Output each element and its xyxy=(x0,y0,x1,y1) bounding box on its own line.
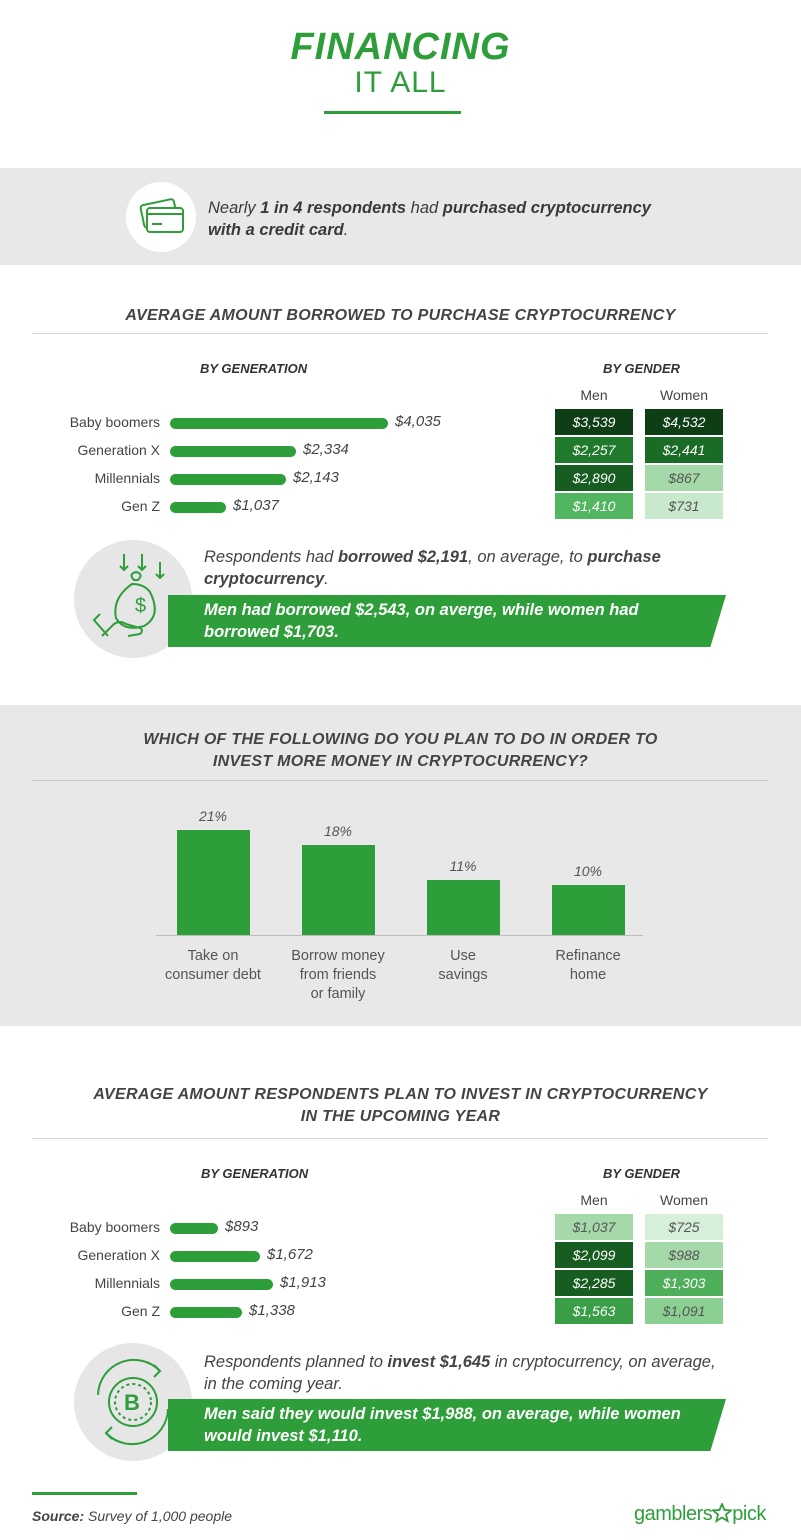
credit-card-statement: Nearly 1 in 4 respondents had purchased cryptocurrency with a credit card. xyxy=(208,199,651,239)
category-label xyxy=(523,947,653,985)
table-cell-women: $1,303 xyxy=(645,1270,723,1296)
bar xyxy=(170,418,388,429)
bar-value-label: $4,035 xyxy=(395,413,441,430)
svg-text:B: B xyxy=(124,1390,140,1415)
category-label-line: Refinance xyxy=(555,948,621,964)
category-label-line: consumer debt xyxy=(165,967,261,983)
bar xyxy=(170,1251,260,1262)
section-title-plans: WHICH OF THE FOLLOWING DO YOU PLAN TO DO IN ORDER TO INVEST MORE MONEY IN CRYPTOCURRENCY? xyxy=(143,731,658,770)
page-title: FINANCING xyxy=(290,26,511,68)
divider xyxy=(32,333,768,334)
bar-value-label: $1,338 xyxy=(249,1302,295,1319)
category-label: Gen Z xyxy=(121,498,160,514)
by-generation-label: BY GENERATION xyxy=(201,1166,309,1181)
category-label: Baby boomers xyxy=(69,1219,160,1235)
page-subtitle: IT ALL xyxy=(354,66,447,99)
table-cell-men: $1,563 xyxy=(555,1298,633,1324)
bar-value-label: 21% xyxy=(198,808,228,824)
category-label-line: Use xyxy=(450,948,476,964)
by-generation-label: BY GENERATION xyxy=(200,361,308,376)
divider xyxy=(32,1138,768,1139)
category-label-line: Take on xyxy=(187,948,239,964)
bar-value-label: $1,672 xyxy=(267,1246,313,1263)
table-cell-men: $2,890 xyxy=(555,465,633,491)
category-label-line: savings xyxy=(438,967,488,983)
category-label: Generation X xyxy=(77,442,160,458)
category-label-line: home xyxy=(569,967,607,983)
category-label xyxy=(398,947,528,985)
bar xyxy=(302,845,375,935)
table-cell-women: $988 xyxy=(645,1242,723,1268)
svg-text:$: $ xyxy=(135,595,147,617)
bar xyxy=(170,502,226,513)
category-label: Millennials xyxy=(94,470,160,486)
table-cell-men: $2,257 xyxy=(555,437,633,463)
credit-card-icon xyxy=(126,182,196,252)
category-label: Millennials xyxy=(94,1275,160,1291)
x-axis xyxy=(156,935,643,936)
bar-value-label: $1,037 xyxy=(233,497,279,514)
by-gender-label: BY GENDER xyxy=(603,361,681,376)
invest-summary: Respondents planned to invest $1,645 in cryptocurrency, on average, in the coming year. xyxy=(204,1353,716,1393)
table-cell-women: $731 xyxy=(645,493,723,519)
category-label xyxy=(273,947,403,1004)
brand-logo: gamblers pick xyxy=(634,1503,766,1525)
category-label: Generation X xyxy=(77,1247,160,1263)
title-underline xyxy=(324,111,461,114)
divider xyxy=(32,780,768,781)
invest-gender-banner-text: Men said they would invest $1,988, on average, while women would invest $1,110. xyxy=(204,1405,681,1445)
column-header-men: Men xyxy=(580,1192,608,1208)
bar-value-label: $2,143 xyxy=(293,469,339,486)
table-cell-men: $2,099 xyxy=(555,1242,633,1268)
bar xyxy=(170,1223,218,1234)
table-cell-women: $4,532 xyxy=(645,409,723,435)
table-cell-men: $1,037 xyxy=(555,1214,633,1240)
source-rule xyxy=(32,1492,137,1495)
category-label-line: from friends xyxy=(299,967,377,983)
borrowed-gender-banner-text: Men had borrowed $2,543, on averge, while women had borrowed $1,703. xyxy=(204,601,639,641)
category-label: Gen Z xyxy=(121,1303,160,1319)
column-header-men: Men xyxy=(580,387,608,403)
star-icon xyxy=(712,1503,732,1523)
bar xyxy=(177,830,250,935)
bar xyxy=(552,885,625,935)
section-title-invest: AVERAGE AMOUNT RESPONDENTS PLAN TO INVEST IN CRYPTOCURRENCY IN THE UPCOMING YEAR xyxy=(93,1086,708,1125)
bar-value-label: $893 xyxy=(225,1218,259,1235)
category-label xyxy=(148,947,278,985)
bar-value-label: 11% xyxy=(449,858,477,874)
category-label: Baby boomers xyxy=(69,414,160,430)
bar xyxy=(170,474,286,485)
table-cell-women: $867 xyxy=(645,465,723,491)
bar xyxy=(427,880,500,935)
bar xyxy=(170,446,296,457)
bar-value-label: $2,334 xyxy=(303,441,349,458)
column-header-women: Women xyxy=(660,387,708,403)
table-cell-women: $2,441 xyxy=(645,437,723,463)
table-cell-men: $3,539 xyxy=(555,409,633,435)
bar-value-label: 18% xyxy=(323,823,353,839)
category-label-line: Borrow money xyxy=(291,948,385,964)
bar-value-label: 10% xyxy=(573,863,603,879)
table-cell-men: $2,285 xyxy=(555,1270,633,1296)
borrowed-summary: Respondents had borrowed $2,191, on average, to purchase cryptocurrency. xyxy=(204,548,661,588)
bar xyxy=(170,1279,273,1290)
column-header-women: Women xyxy=(660,1192,708,1208)
bar-value-label: $1,913 xyxy=(280,1274,326,1291)
table-cell-women: $1,091 xyxy=(645,1298,723,1324)
credit-card-icon-circle xyxy=(126,182,196,252)
section-title-borrowed: AVERAGE AMOUNT BORROWED TO PURCHASE CRYPTOCURRENCY xyxy=(125,307,676,324)
by-gender-label: BY GENDER xyxy=(603,1166,681,1181)
table-cell-men: $1,410 xyxy=(555,493,633,519)
table-cell-women: $725 xyxy=(645,1214,723,1240)
bar xyxy=(170,1307,242,1318)
category-label-line: or family xyxy=(310,986,366,1002)
source-note: Source: Survey of 1,000 people xyxy=(32,1508,233,1524)
